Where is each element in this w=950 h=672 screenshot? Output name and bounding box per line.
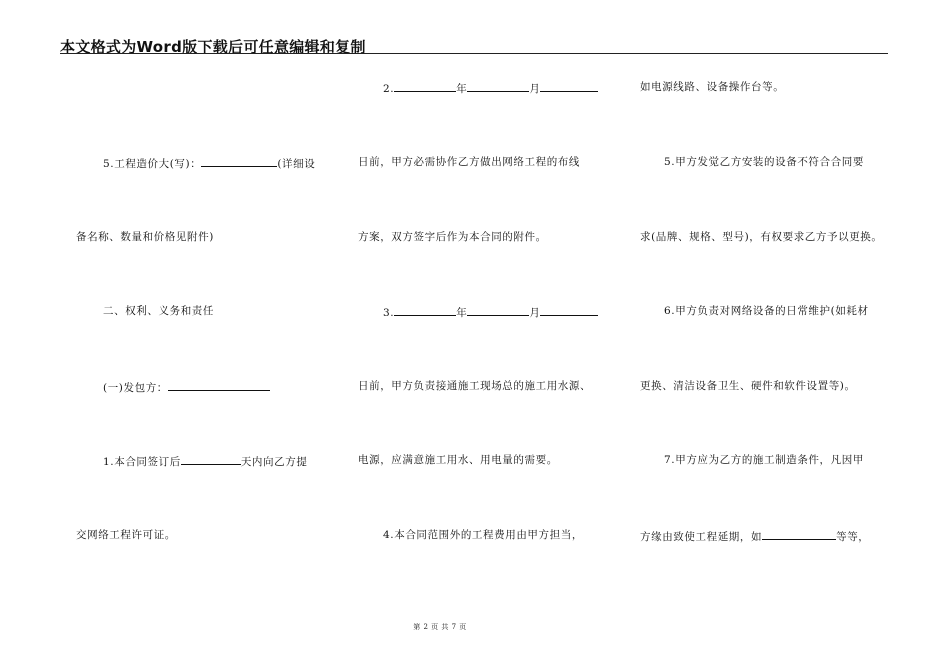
fill-blank-year[interactable] xyxy=(394,80,456,92)
paragraph-line: 更换、清洁设备卫生、硬件和软件设置等)。 xyxy=(640,380,856,392)
paragraph-line: 求(品牌、规格、型号)，有权要求乙方予以更换。 xyxy=(640,231,883,243)
clause-text: 3. xyxy=(383,307,395,319)
paragraph-line: 日前，甲方负责接通施工现场总的施工用水源、 xyxy=(358,380,592,392)
clause-3-date xyxy=(383,304,598,320)
clause-2-date xyxy=(383,80,598,96)
clause-text: 1.本合同签订后 xyxy=(103,456,181,468)
document-header-title: 本文格式为Word版下载后可任意编辑和复制 xyxy=(60,38,366,56)
fill-blank[interactable] xyxy=(168,379,270,391)
paragraph-line: 5.甲方发觉乙方安装的设备不符合合同要 xyxy=(664,156,864,168)
fill-blank[interactable] xyxy=(762,528,836,540)
page-number: 第 2 页 共 7 页 xyxy=(413,623,467,631)
fill-blank-month[interactable] xyxy=(467,80,529,92)
clause-5-cost xyxy=(103,155,315,171)
paragraph-line: 方案，双方签字后作为本合同的附件。 xyxy=(358,231,547,243)
fill-blank-month[interactable] xyxy=(467,304,529,316)
paragraph-line: 7.甲方应为乙方的施工制造条件，凡因甲 xyxy=(664,454,864,466)
header-divider xyxy=(60,53,888,54)
clause-text: 月 xyxy=(529,83,541,95)
clause-text: 2. xyxy=(383,83,395,95)
clause-text: 等等， xyxy=(836,531,870,543)
fill-blank[interactable] xyxy=(201,155,277,167)
fill-blank-day[interactable] xyxy=(540,304,598,316)
clause-text: (一)发包方： xyxy=(103,382,168,394)
section-heading-rights: 二、权利、义务和责任 xyxy=(103,305,214,317)
clause-text: 天内向乙方提 xyxy=(240,456,308,468)
paragraph-line: 电源，应满意施工用水、用电量的需要。 xyxy=(358,454,558,466)
clause-text: 月 xyxy=(529,307,541,319)
fill-blank-day[interactable] xyxy=(540,80,598,92)
party-contractor-line xyxy=(103,379,270,395)
paragraph-line: 日前，甲方必需协作乙方做出网络工程的布线 xyxy=(358,156,580,168)
paragraph-line: 备名称、数量和价格见附件) xyxy=(76,231,214,243)
clause-text: 年 xyxy=(456,307,468,319)
fill-blank[interactable] xyxy=(181,453,241,465)
clause-text: 5.工程造价大(写)： xyxy=(103,158,202,170)
clause-7-delay xyxy=(640,528,869,544)
paragraph-line: 6.甲方负责对网络设备的日常维护(如耗材 xyxy=(664,305,869,317)
paragraph-line: 交网络工程许可证。 xyxy=(76,529,176,541)
fill-blank-year[interactable] xyxy=(394,304,456,316)
paragraph-line: 4.本合同范围外的工程费用由甲方担当， xyxy=(383,529,583,541)
clause-text: 方缘由致使工程延期，如 xyxy=(640,531,763,543)
clause-1-permit xyxy=(103,453,307,469)
paragraph-line: 如电源线路、设备操作台等。 xyxy=(640,81,785,93)
clause-text: (详细设 xyxy=(277,158,316,170)
clause-text: 年 xyxy=(456,83,468,95)
